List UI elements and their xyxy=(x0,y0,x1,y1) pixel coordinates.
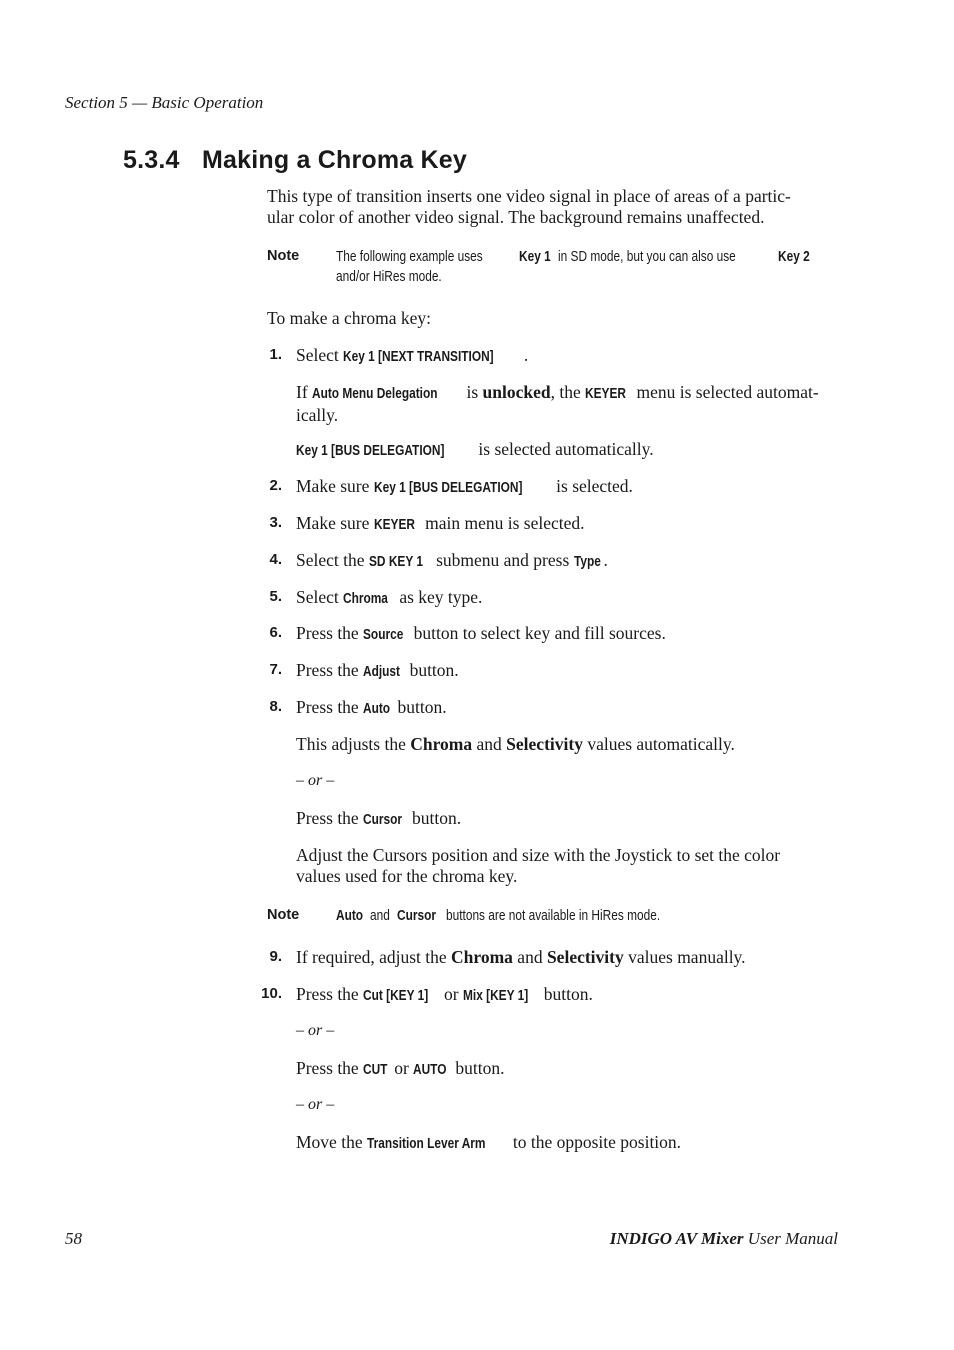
key-label: Cursor xyxy=(397,908,437,924)
step-7: Press the Adjust button. xyxy=(296,660,459,683)
intro-paragraph xyxy=(267,186,791,228)
step-number: 6. xyxy=(269,624,282,641)
step-number: 10. xyxy=(261,985,282,1002)
section-heading xyxy=(123,146,467,175)
note-label: Note xyxy=(267,907,300,923)
key-label: KEYER xyxy=(373,517,415,533)
step-number: 3. xyxy=(269,514,282,531)
key-label: Adjust xyxy=(363,664,401,680)
step-9: If required, adjust the Chroma and Selectivity values manually. xyxy=(296,947,746,967)
step-10-alt: Press the CUT or AUTO button. xyxy=(296,1058,505,1081)
key-label: Key 1 [BUS DELEGATION] xyxy=(373,480,523,496)
key-label: Chroma xyxy=(343,591,389,607)
key-label: Source xyxy=(363,627,404,643)
step-10-alt2: Move the Transition Lever Arm to the opposite position. xyxy=(296,1132,681,1155)
key-label: Key 1 [BUS DELEGATION] xyxy=(296,443,445,459)
note-text: Auto and Cursor buttons are not available in HiRes mode. xyxy=(336,908,660,924)
step-8-alt-detail: Adjust the Cursors position and size with the Joystick to set the color values used for the chroma key. xyxy=(296,845,781,886)
key-label: SD KEY 1 xyxy=(368,554,423,570)
or-separator: – or – xyxy=(296,772,335,789)
key-label: Key 2 xyxy=(778,249,811,265)
key-label: CUT xyxy=(363,1062,388,1078)
key-label: Auto Menu Delegation xyxy=(312,386,438,402)
key-label: Key 1 [NEXT TRANSITION] xyxy=(343,349,494,365)
section-number: 5.3.4 xyxy=(123,146,180,174)
step-1: Select Key 1 [NEXT TRANSITION] . xyxy=(296,345,528,368)
note-text-part: in SD mode, but you can also use xyxy=(557,249,736,265)
key-label: Cut [KEY 1] xyxy=(363,988,429,1004)
footer-title xyxy=(610,1229,838,1249)
key-label: Mix [KEY 1] xyxy=(462,988,529,1004)
key-label: Auto xyxy=(363,701,391,717)
key-label: Key 1 xyxy=(518,249,551,265)
page-number: 58 xyxy=(65,1229,82,1248)
step-number: 9. xyxy=(269,948,282,965)
step-1-detail: If Auto Menu Delegation is unlocked, the KEYER menu is selected automat- ically. xyxy=(296,382,819,425)
step-8-detail: This adjusts the Chroma and Selectivity values automatically. xyxy=(296,734,735,754)
running-head: Section 5 — Basic Operation xyxy=(65,93,264,112)
key-label: Transition Lever Arm xyxy=(366,1136,486,1152)
key-label: Cursor xyxy=(363,812,403,828)
key-label: Type xyxy=(573,554,601,570)
or-separator: – or – xyxy=(296,1096,335,1113)
note-label: Note xyxy=(267,248,300,264)
step-number: 7. xyxy=(269,661,282,678)
key-label: Auto xyxy=(336,908,364,924)
step-2: Make sure Key 1 [BUS DELEGATION] is selected. xyxy=(296,476,633,499)
step-10: Press the Cut [KEY 1] or Mix [KEY 1] button. xyxy=(296,984,593,1007)
step-6: Press the Source button to select key and fill sources. xyxy=(296,623,666,646)
step-1-result: Key 1 [BUS DELEGATION] is selected automatically. xyxy=(296,439,654,462)
step-number: 8. xyxy=(269,698,282,715)
key-label: AUTO xyxy=(413,1062,447,1078)
step-number: 1. xyxy=(269,346,282,363)
step-4: Select the SD KEY 1 submenu and press Type . xyxy=(296,550,608,573)
lead-text: To make a chroma key: xyxy=(267,308,431,328)
product-name: INDIGO AV Mixer xyxy=(609,1229,744,1248)
section-title: Making a Chroma Key xyxy=(202,146,467,174)
step-8-alt: Press the Cursor button. xyxy=(296,808,461,831)
manual-label: User Manual xyxy=(747,1229,838,1248)
step-5: Select Chroma as key type. xyxy=(296,587,482,610)
step-number: 2. xyxy=(269,477,282,494)
intro-line: This type of transition inserts one video signal in place of areas of a partic- xyxy=(267,186,791,206)
note-text xyxy=(336,247,814,287)
note-text-part: The following example uses xyxy=(336,249,483,265)
key-label: KEYER xyxy=(585,386,627,402)
step-number: 4. xyxy=(269,551,282,568)
step-8: Press the Auto button. xyxy=(296,697,447,720)
note-text-part: and/or HiRes mode. xyxy=(336,269,442,285)
step-3: Make sure KEYER main menu is selected. xyxy=(296,513,585,536)
intro-line: ular color of another video signal. The background remains unaffected. xyxy=(267,207,765,227)
step-number: 5. xyxy=(269,588,282,605)
or-separator: – or – xyxy=(296,1022,335,1039)
